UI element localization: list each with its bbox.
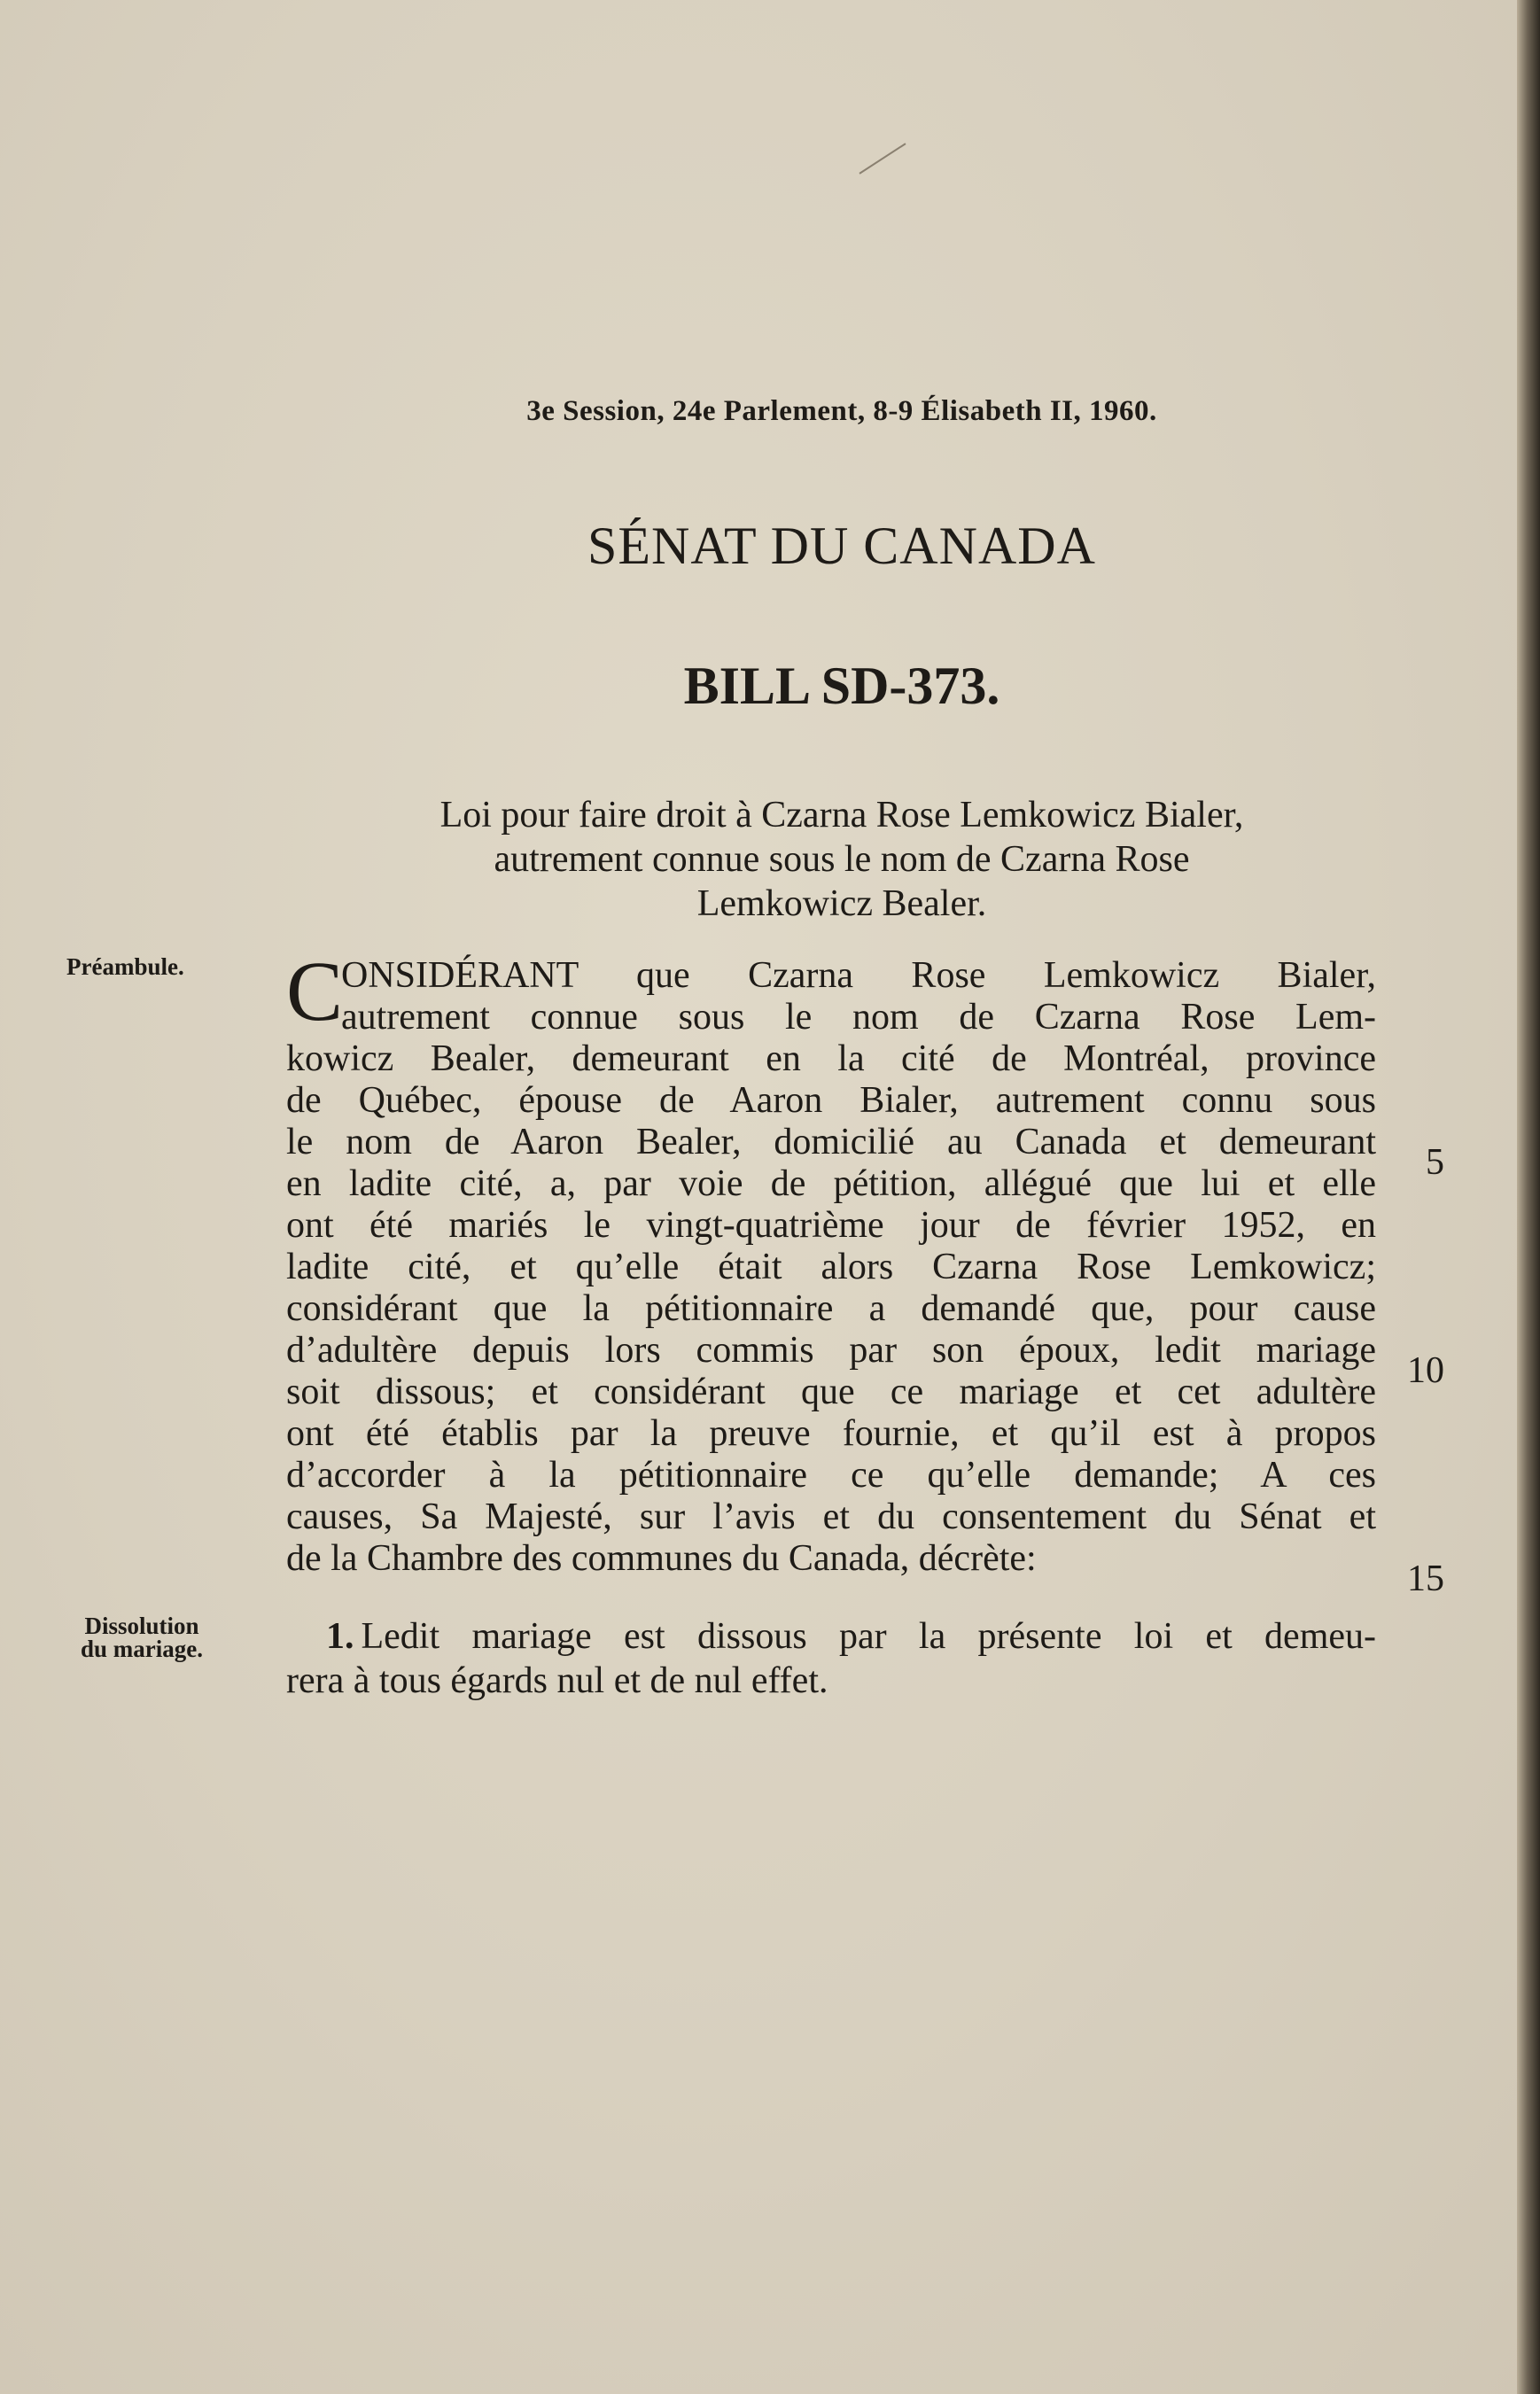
preamble-line: kowicz Bealer, demeurant en la cité de Montréal, province [286,1038,1376,1079]
margin-note-line: Dissolution [84,1613,199,1639]
session-header: 3e Session, 24e Parlement, 8-9 Élisabeth II, 1960. [526,395,1157,427]
pencil-mark [859,143,906,174]
preamble-line: de Québec, épouse de Aaron Bialer, autrement connu sous [286,1080,1376,1121]
line-number: 10 [1407,1350,1444,1391]
preamble-line: en ladite cité, a, par voie de pétition, allégué que lui et elle [286,1163,1376,1204]
preamble-line: autrement connue sous le nom de Czarna Rose Lem- [341,997,1376,1038]
preamble-line: ont été mariés le vingt-quatrième jour de février 1952, en [286,1205,1376,1246]
line-number: 15 [1407,1558,1444,1599]
chamber-title: SÉNAT DU CANADA [587,517,1096,575]
preamble-line: le nom de Aaron Bealer, domicilié au Canada et demeurant [286,1122,1376,1162]
clause-1 [286,1614,1376,1703]
line-number: 5 [1426,1142,1444,1183]
margin-note-preamble: Préambule. [66,953,184,980]
bill-title-line: Lemkowicz Bealer. [696,883,987,924]
preamble-opening [286,944,1376,1038]
margin-note-line: du mariage. [81,1636,203,1662]
preamble-line: soit dissous; et considérant que ce mariage et cet adultère [286,1372,1376,1412]
preamble-line: causes, Sa Majesté, sur l’avis et du consentement du Sénat et [286,1496,1376,1537]
clause-text: Ledit mariage est dissous par la présente loi et demeu- [361,1616,1376,1657]
preamble-text [286,944,1376,1580]
clause-line: rera à tous égards nul et de nul effet. [286,1660,828,1701]
bill-title [319,793,1365,926]
preamble-line: d’adultère depuis lors commis par son époux, ledit mariage [286,1330,1376,1371]
preamble-line: ont été établis par la preuve fournie, et qu’il est à propos [286,1413,1376,1454]
clause-number: 1. [326,1616,354,1657]
preamble-line: ONSIDÉRANT que Czarna Rose Lemkowicz Bialer, [341,955,1376,996]
book-binding-edge [1517,0,1540,2394]
preamble-line: de la Chambre des communes du Canada, décrète: [286,1538,1037,1579]
bill-title-line: Loi pour faire droit à Czarna Rose Lemkowicz Bialer, [439,795,1244,836]
bill-number: BILL SD-373. [683,657,1000,715]
clause-line [286,1614,1376,1659]
preamble-line: ladite cité, et qu’elle était alors Czarna Rose Lemkowicz; [286,1247,1376,1287]
margin-note-dissolution [44,1614,239,1660]
drop-cap: C [286,944,344,1038]
preamble-line: considérant que la pétitionnaire a demandé que, pour cause [286,1288,1376,1329]
bill-title-line: autrement connue sous le nom de Czarna Rose [494,839,1190,880]
preamble-line: d’accorder à la pétitionnaire ce qu’elle demande; A ces [286,1455,1376,1496]
